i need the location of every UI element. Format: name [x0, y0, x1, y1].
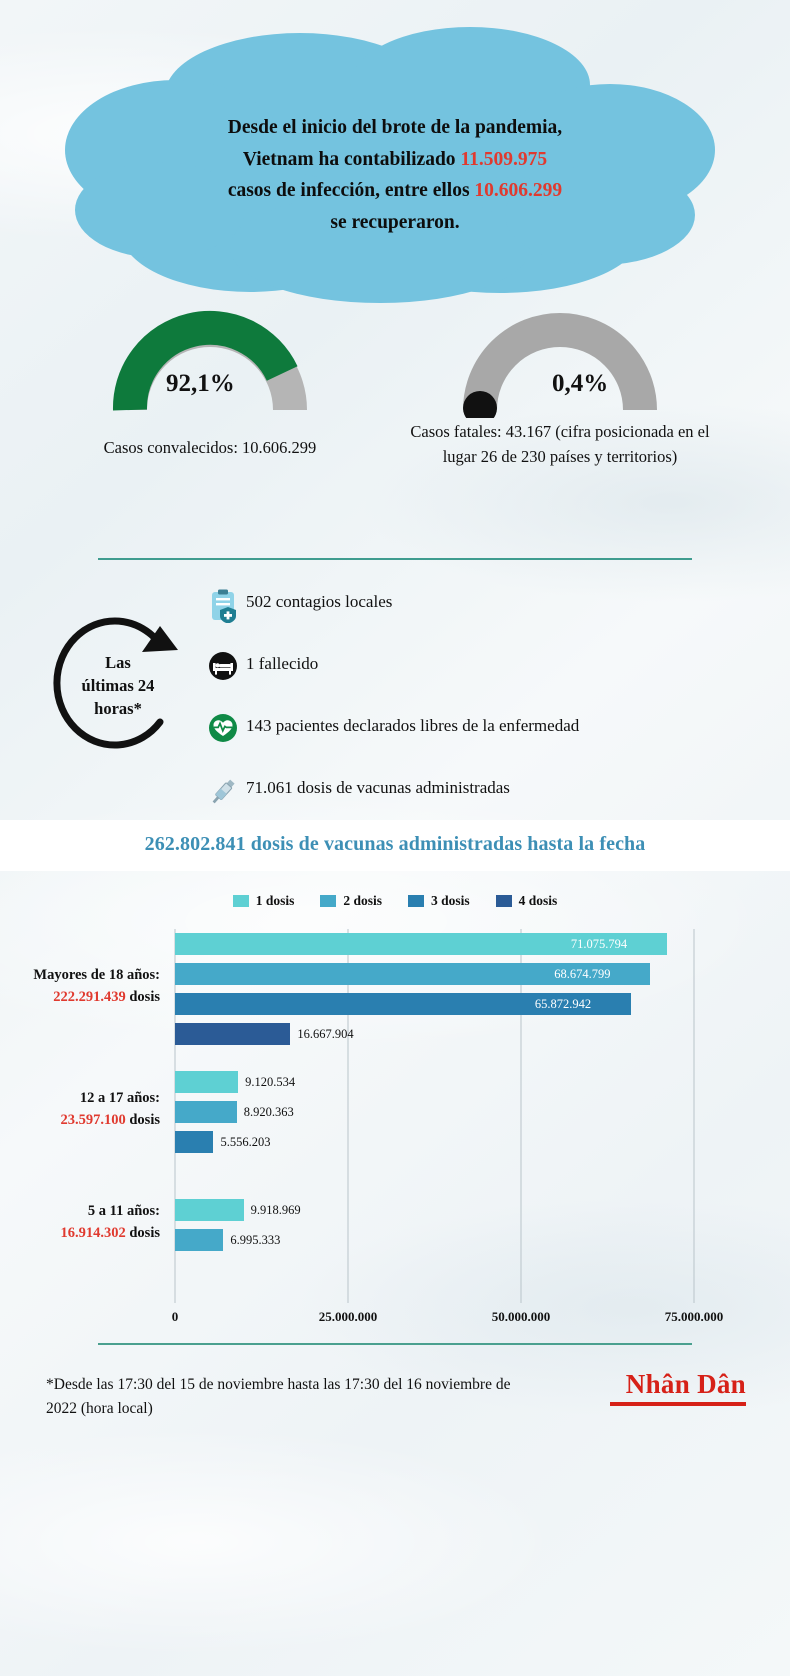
headline-text [120, 112, 670, 238]
fatal-gauge-icon [460, 308, 660, 418]
legend-label-3-dosis: 3 dosis [431, 893, 470, 908]
footer-note: *Desde las 17:30 del 15 de noviembre hasta las 17:30 del 16 noviembre de 2022 (hora local) [46, 1376, 511, 1418]
chart-bar [175, 1199, 244, 1221]
chart-bar [175, 1131, 213, 1153]
fact-vaccine-doses [200, 774, 720, 812]
last24-line1: Las [105, 653, 131, 672]
syringe-icon [200, 774, 246, 809]
brand-name: Nhân Dân [625, 1369, 746, 1399]
facts-list [200, 588, 720, 836]
chart-group-total: 23.597.100 [60, 1111, 126, 1128]
brand-logo [610, 1369, 746, 1406]
chart-bar-value: 9.918.969 [250, 1203, 301, 1217]
last24-line2: últimas 24 [81, 675, 155, 695]
fact-recoveries [200, 712, 720, 750]
hospital-bed-icon [200, 650, 246, 681]
headline-line-3-prefix: casos de infección, entre ellos [227, 180, 475, 202]
footer [0, 1345, 790, 1465]
chart-bar [175, 1071, 238, 1093]
chart-group-label [0, 1201, 160, 1245]
total-infections-number: 11.509.975 [460, 148, 548, 170]
chart-group-label [0, 965, 160, 1009]
vaccination-chart-section [0, 820, 790, 1329]
fact-deaths-text: 1 fallecido [246, 654, 319, 673]
chart-group-name: Mayores de 18 años: [33, 967, 160, 983]
chart-x-tick: 25.000.000 [318, 1309, 378, 1324]
clipboard-shield-icon [200, 588, 246, 623]
legend-label-2-dosis: 2 dosis [343, 893, 382, 908]
gauge-fatal [400, 308, 720, 470]
total-recovered-number: 10.606.299 [474, 180, 563, 202]
chart-group-name: 5 a 11 años: [87, 1203, 160, 1219]
chart-bar-value: 71.075.794 [570, 937, 628, 951]
chart-group-total-unit: dosis [129, 1224, 160, 1241]
legend-item-4-dosis [496, 893, 558, 909]
headline-line-1: Desde el inicio del brote de la pandemia, [227, 117, 563, 138]
chart-bar [175, 1101, 237, 1123]
chart-group-total-unit: dosis [129, 988, 160, 1005]
legend-label-1-dosis: 1 dosis [255, 893, 295, 908]
recovered-gauge-icon [110, 308, 310, 418]
legend-swatch-1-dosis [233, 895, 249, 907]
legend-swatch-3-dosis [408, 895, 424, 907]
chart-bar-value: 65.872.942 [534, 997, 592, 1011]
chart-x-tick: 0 [171, 1309, 179, 1324]
legend-item-2-dosis [320, 893, 382, 909]
legend-label-4-dosis: 4 dosis [518, 893, 558, 908]
chart-group-label [0, 1088, 160, 1132]
legend-swatch-4-dosis [496, 895, 512, 907]
brand-underline [610, 1402, 746, 1406]
fact-local-cases-text: 502 contagios locales [246, 592, 393, 611]
chart-x-tick: 50.000.000 [491, 1309, 551, 1324]
chart-x-tick: 75.000.000 [664, 1309, 724, 1324]
headline-line-4: se recuperaron. [330, 211, 460, 233]
fact-vaccine-doses-text: 71.061 dosis de vacunas administradas [246, 778, 510, 797]
chart-bar-value: 6.995.333 [230, 1233, 281, 1247]
fatal-percent: 0,4% [552, 370, 609, 397]
fact-deaths [200, 650, 720, 688]
legend-item-1-dosis [233, 893, 295, 909]
gauge-recovered [60, 308, 360, 461]
last24-line3: horas* [94, 698, 142, 718]
chart-bar-value: 16.667.904 [297, 1027, 354, 1041]
chart-bar [175, 1023, 290, 1045]
last-24-hours-label [58, 652, 178, 720]
chart-group-total: 16.914.302 [60, 1224, 126, 1241]
heart-pulse-icon [200, 712, 246, 743]
last-24-hours-section [0, 560, 790, 820]
recovered-percent: 92,1% [166, 370, 235, 397]
fatal-caption: Casos fatales: 43.167 (cifra posicionada en el lugar 26 de 230 países y territorios) [410, 422, 710, 466]
chart-group-total-unit: dosis [129, 1111, 160, 1128]
chart-bar-value: 68.674.799 [554, 967, 611, 981]
chart-bar-value: 9.120.534 [245, 1075, 296, 1089]
chart-bar-value: 5.556.203 [220, 1135, 271, 1149]
chart-bar [175, 1229, 223, 1251]
legend-item-3-dosis [408, 893, 470, 909]
chart-title-band [0, 820, 790, 871]
headline-line-2-prefix: Vietnam ha contabilizado [242, 148, 461, 170]
chart-group-total: 222.291.439 [53, 988, 126, 1005]
fact-recoveries-text: 143 pacientes declarados libres de la enfermedad [246, 716, 580, 735]
chart-group-name: 12 a 17 años: [79, 1090, 160, 1106]
fact-local-cases [200, 588, 720, 626]
chart-legend [0, 893, 790, 909]
chart-bar-value: 8.920.363 [243, 1105, 294, 1119]
chart-title: 262.802.841 dosis de vacunas administradas hasta la fecha [144, 833, 646, 855]
recovered-caption: Casos convalecidos: 10.606.299 [103, 438, 317, 457]
chart-plot-area [0, 921, 790, 1329]
legend-swatch-2-dosis [320, 895, 336, 907]
gauges-section [0, 308, 790, 558]
headline-cloud [0, 0, 790, 318]
